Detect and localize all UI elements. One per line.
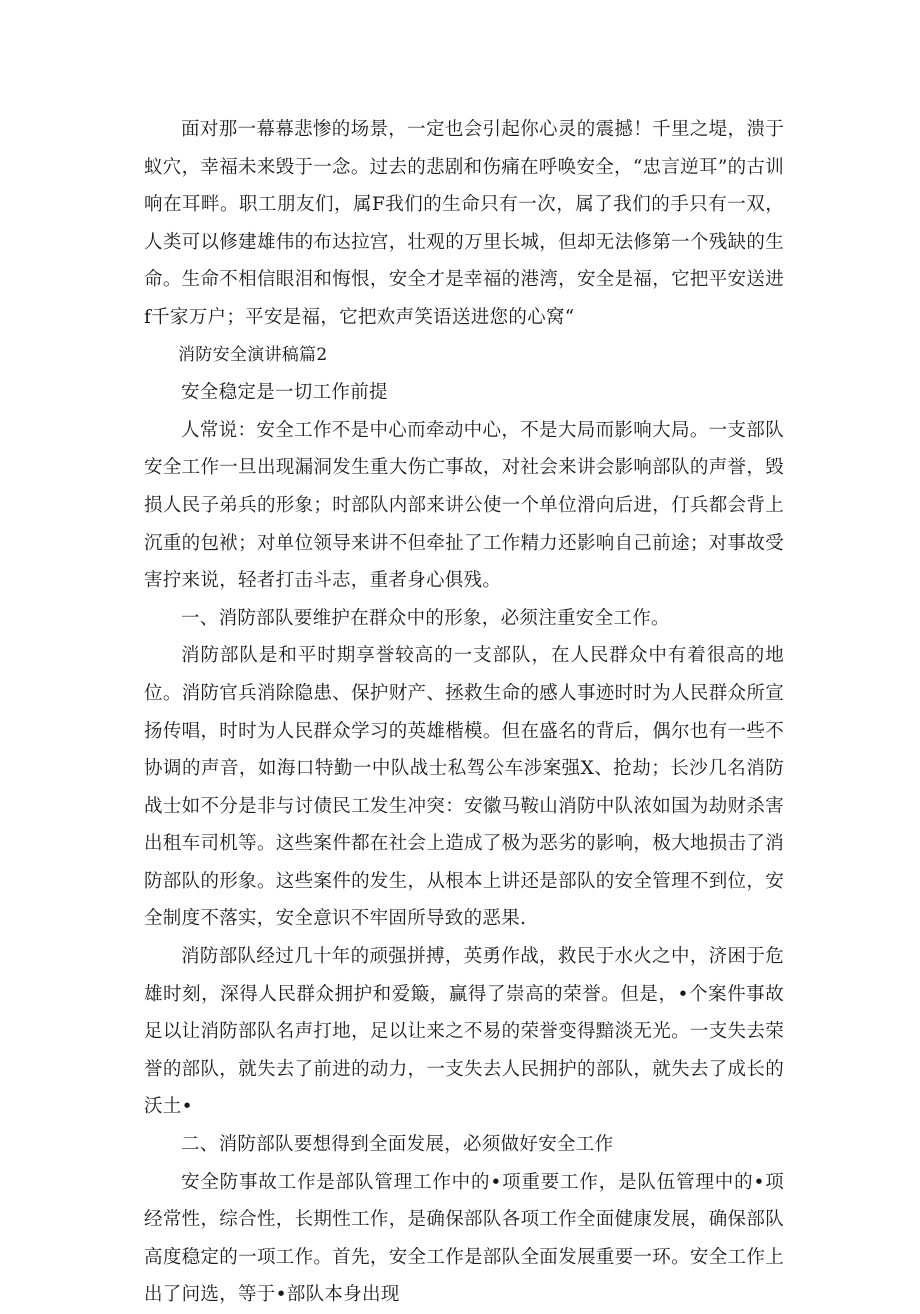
paragraph-development: 安全防事故工作是部队管理工作中的•项重要工作，是队伍管理中的•项经常性，综合性，长期性工作，是确保部队各项工作全面健康发展，确保部队高度稳定的一项工作。首先，安全工作是部队全面发展重要一环。安全工作上出了问选，等于•部队本身出现 bbox=[144, 1171, 784, 1306]
point-two-heading: 二、消防部队要想得到全面发展，必须做好安全工作 bbox=[181, 1134, 614, 1156]
paragraph-safety-reflection: 面对那一幕幕悲惨的场景，一定也会引起你心灵的震撼！千里之堤，溃于蚁穴，幸福未来毁于一念。过去的悲剧和伤痛在呼唤安全，“忠言逆耳”的古训响在耳畔。职工朋友们，属F我们的生命只有一次，属了我们的手只有一双，人类可以修建雄伟的布达拉宫，壮观的万里长城，但却无法修第一个残缺的生命。生命不相信眼泪和悔恨，安全才是幸福的港湾，安全是福，它把平安送进f千家万户；平安是福，它把欢声笑语送进您的心窝“ bbox=[144, 119, 784, 328]
section-title: 消防安全演讲稿篇2 bbox=[178, 344, 328, 365]
document-body bbox=[144, 111, 784, 1314]
subtitle: 安全稳定是一切工作前提 bbox=[181, 382, 388, 404]
point-one-heading: 一、消防部队要维护在群众中的形象，必须注重安全工作。 bbox=[181, 607, 670, 629]
paragraph-image: 消防部队是和平时期享誉较高的一支部队，在人民群众中有着很高的地位。消防官兵消除隐患、保护财产、拯救生命的感人事迹时时为人民群众所宣扬传唱，时时为人民群众学习的英雄楷模。但在盛名的背后，偶尔也有一些不协调的声音，如海口特勤一中队战士私驾公车涉案强X、抢劫；长沙几名消防战士如不分是非与讨债民工发生冲突：安徽马鞍山消防中队浓如国为劫财杀害出租车司机等。这些案件都在社会上造成了极为恶劣的影响，极大地损击了消防部队的形象。这些案件的发生，从根本上讲还是部队的安全管理不到位，安全制度不落实，安全意识不牢固所导致的恶果. bbox=[144, 645, 784, 930]
paragraph-intro: 人常说：安全工作不是中心而牵动中心，不是大局而影响大局。一支部队安全工作一旦出现漏洞发生重大伤亡事故，对社会来讲会影响部队的声誉，毁损人民子弟兵的形象；时部队内部来讲公使一个单位滑向后进，仃兵都会背上沉重的包袱；对单位领导来讲不但牵扯了工作精力还影响自己前途；对事故受害拧来说，轻者打击斗志，重者身心俱残。 bbox=[144, 419, 784, 592]
paragraph-honor: 消防部队经过几十年的顽强拼搏，英勇作战，救民于水火之中，济困于危雄时刻，深得人民群众拥护和爱簸，赢得了崇高的荣誉。但是，•个案件事故足以让消防部队名声打地，足以让来之不易的荣誉变得黯淡无光。一支失去荣誉的部队，就失去了前进的动力，一支失去人民拥护的部队，就失去了成长的沃土• bbox=[144, 946, 784, 1118]
